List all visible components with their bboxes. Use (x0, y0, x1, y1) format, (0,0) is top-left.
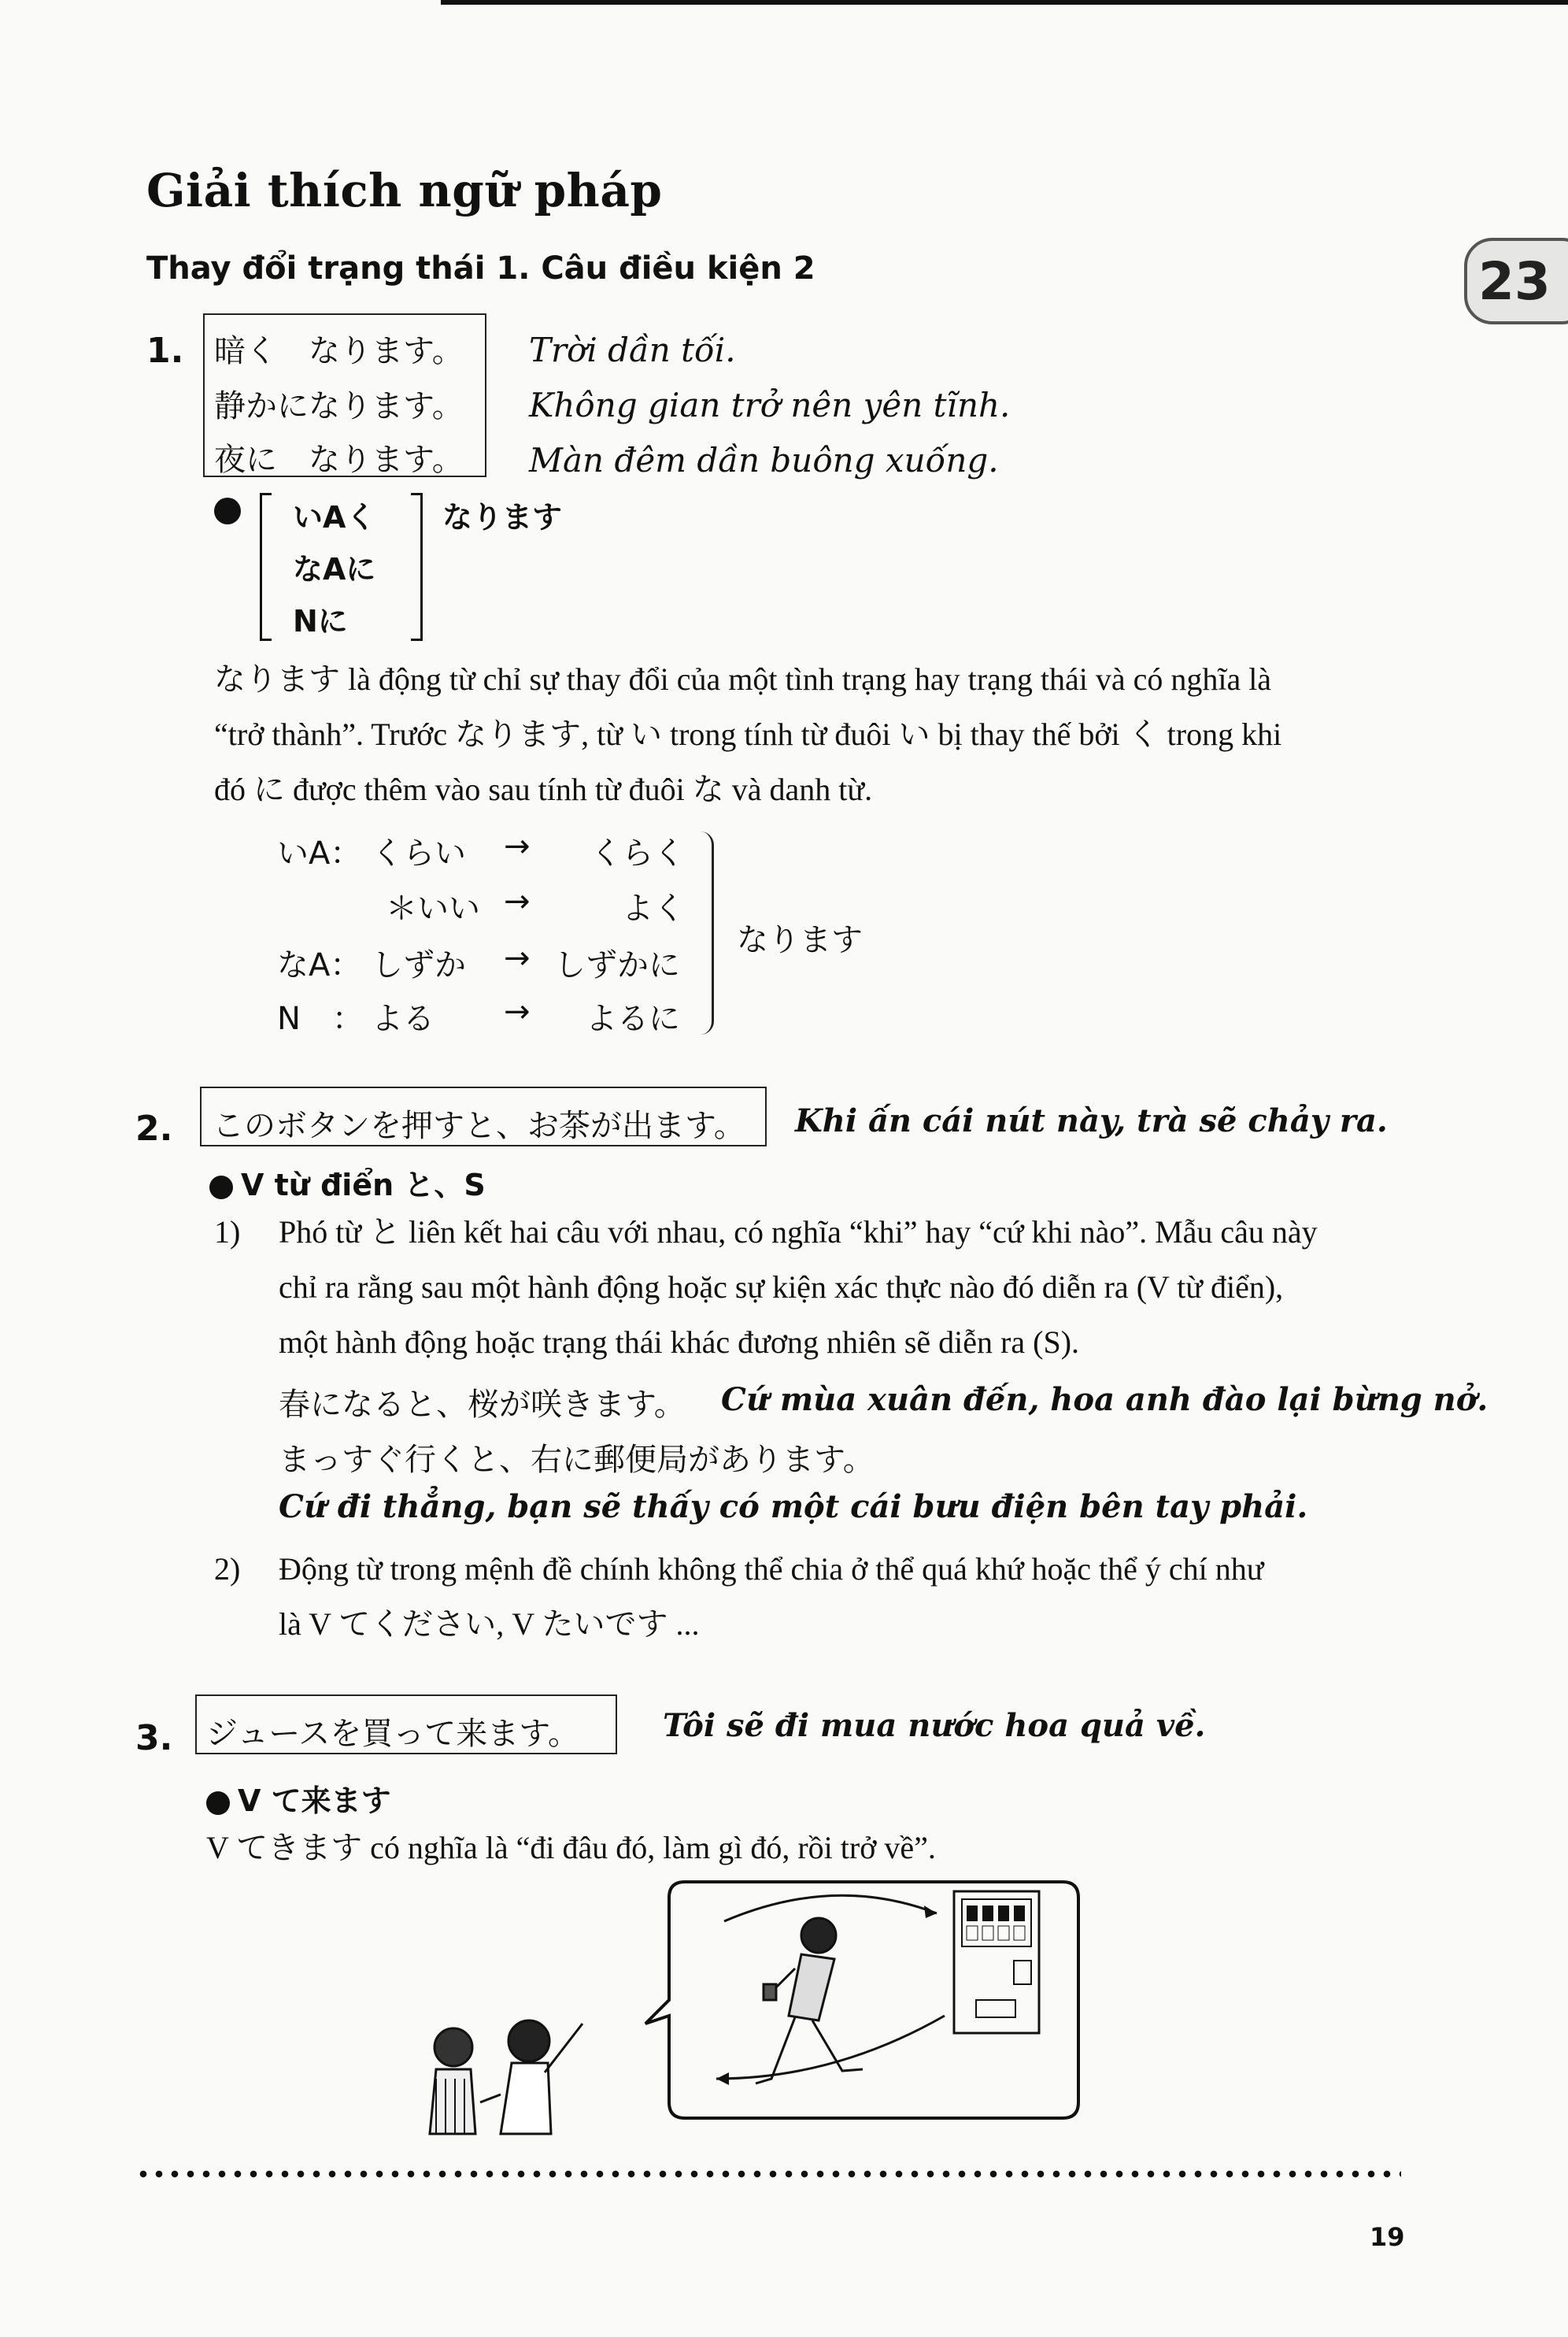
conv-from-4: よる (372, 1001, 435, 1037)
item1-explanation-line-1: なります là động từ chỉ sự thay đổi của một tình trạng hay trạng thái và có nghĩa là (214, 661, 1272, 697)
item2-ex1-vi: Cứ mùa xuân đến, hoa anh đào lại bừng nở. (721, 1381, 1488, 1418)
conv-to-4: よるに (586, 1001, 680, 1037)
conv-to-2: よく (622, 891, 685, 927)
item1-example-vi-1: Trời dần tối. (529, 331, 736, 369)
pattern-verb: なります (442, 500, 563, 535)
pattern-form-3: Nに (293, 604, 348, 639)
item2-pattern (209, 1161, 486, 1204)
item3-explanation: V てきます có nghĩa là “đi đâu đó, làm gì đó, rồi trở về”. (206, 1830, 936, 1865)
item1-example-jp-2: 静かになります。 (214, 388, 464, 424)
conv-to-1: くらく (590, 835, 685, 872)
conv-arrow-1: → (504, 828, 531, 865)
item2-example-jp: このボタンを押すと、お茶が出ます。 (213, 1108, 745, 1144)
item2-number: 2. (135, 1109, 173, 1149)
item2-point2-number: 2) (214, 1551, 241, 1587)
conv-arrow-3: → (504, 940, 531, 976)
conv-arrow-4: → (504, 994, 531, 1030)
conversion-suffix: なります (737, 922, 863, 958)
conversion-brace (701, 831, 714, 1035)
item1-explanation-line-3: đó に được thêm vào sau tính từ đuôi な và danh từ. (214, 772, 873, 807)
item3-number: 3. (135, 1718, 173, 1758)
pattern-form-1: いAく (293, 500, 376, 535)
pattern-bracket-right (411, 493, 423, 641)
chapter-tab: 23 (1464, 238, 1568, 324)
item3-pattern-text: V て来ます (238, 1783, 391, 1818)
conv-label-1: いA： (277, 835, 362, 872)
item2-point1-number: 1) (214, 1214, 241, 1250)
page-number: 19 (1370, 2222, 1405, 2252)
pattern-bracket-left (260, 493, 272, 641)
arrow-return (716, 2016, 945, 2079)
item2-ex1-jp: 春になると、桜が咲きます。 (279, 1387, 686, 1423)
item1-example-jp-1: 暗く なります。 (214, 333, 464, 369)
item1-example-jp-3: 夜に なります。 (214, 442, 464, 478)
item3-example-jp: ジュースを買って来ます。 (206, 1716, 579, 1752)
item2-point2-line-2: là V てください, V たいです ... (279, 1606, 700, 1642)
subtitle: Thay đổi trạng thái 1. Câu điều kiện 2 (146, 250, 815, 287)
conv-arrow-2: → (504, 883, 531, 920)
illustration-buy-juice (425, 1866, 1102, 2142)
item3-pattern (206, 1776, 391, 1820)
conv-label-3: なA： (277, 947, 362, 983)
conv-from-2: ＊いい (386, 891, 480, 927)
item3-example-vi: Tôi sẽ đi mua nước hoa quả về. (663, 1707, 1206, 1744)
item1-example-vi-3: Màn đêm dần buông xuống. (529, 441, 999, 480)
vending-machine-icon (954, 1891, 1039, 2033)
item2-point2-line-1: Động từ trong mệnh đề chính không thể chia ở thể quá khứ hoặc thể ý chí như (279, 1551, 1264, 1587)
conv-from-3: しずか (372, 947, 466, 983)
two-people-icon (430, 2020, 582, 2134)
item2-point1-line-1: Phó từ と liên kết hai câu với nhau, có nghĩa “khi” hay “cứ khi nào”. Mẫu câu này (279, 1214, 1318, 1250)
item1-explanation-line-2: “trở thành”. Trước なります, từ い trong tính từ đuôi い bị thay thế bởi く trong khi (214, 717, 1282, 752)
item1-example-vi-2: Không gian trở nên yên tĩnh. (529, 386, 1011, 424)
item2-point1-line-3: một hành động hoặc trạng thái khác đương nhiên sẽ diễn ra (S). (279, 1324, 1080, 1360)
item2-point1-line-2: chỉ ra rằng sau một hành động hoặc sự kiện xác thực nào đó diễn ra (V từ điển), (279, 1269, 1284, 1305)
item1-pattern-bullet (214, 498, 249, 524)
conv-label-4: N ： (277, 1001, 364, 1037)
pattern-form-2: なAに (293, 552, 376, 587)
top-border-line (441, 0, 1568, 5)
conv-from-1: くらい (372, 835, 466, 872)
section-title: Giải thích ngữ pháp (146, 164, 663, 217)
item2-example-vi: Khi ấn cái nút này, trà sẽ chảy ra. (795, 1102, 1388, 1139)
item2-ex2-jp: まっすぐ行くと、右に郵便局があります。 (279, 1442, 875, 1478)
footer-dotted-divider (135, 2168, 1401, 2180)
item2-ex2-vi: Cứ đi thẳng, bạn sẽ thấy có một cái bưu điện bên tay phải. (279, 1488, 1308, 1525)
arrow-go (724, 1895, 937, 1921)
item1-number: 1. (146, 331, 184, 371)
conv-to-3: しずかに (554, 947, 680, 983)
item2-pattern-text: V từ điển と、S (241, 1168, 486, 1202)
